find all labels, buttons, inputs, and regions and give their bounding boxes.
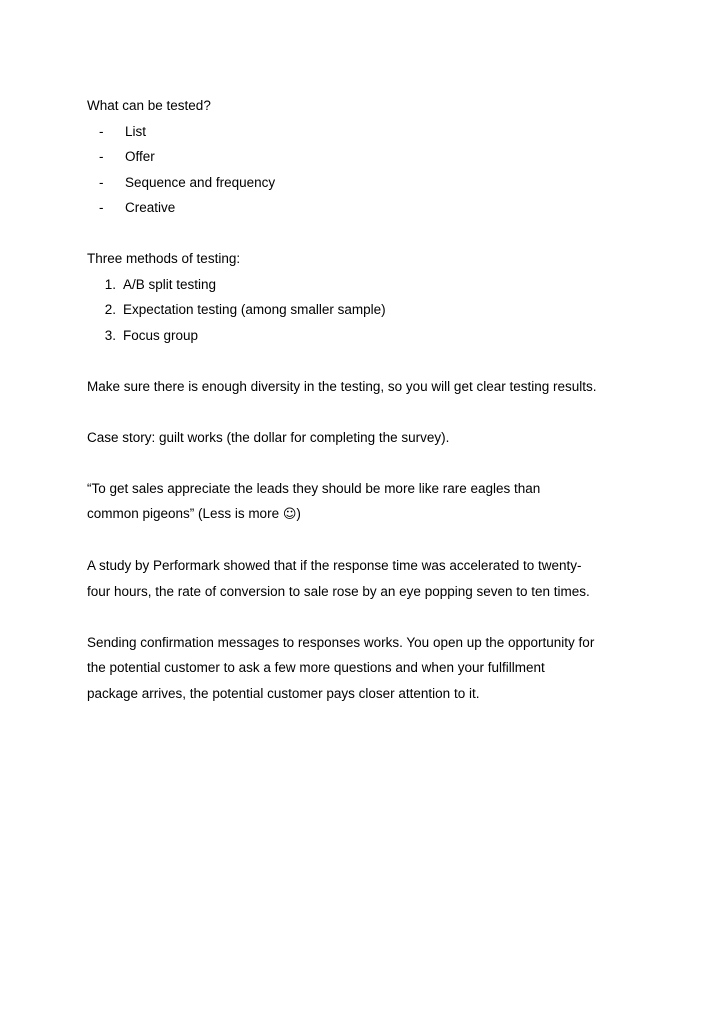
blank-line [87, 604, 657, 630]
list-item [87, 170, 657, 196]
list-item [87, 144, 657, 170]
blank-line [87, 450, 657, 476]
study-line-1: A study by Performark showed that if the response time was accelerated to twenty- [87, 558, 582, 573]
bullet-dash: - [99, 174, 104, 190]
list-item [87, 297, 657, 323]
document-body [87, 93, 657, 706]
list-item [87, 195, 657, 221]
quote-closing: ) [296, 506, 301, 521]
list-item-text: Sequence and frequency [125, 174, 276, 190]
blank-line [87, 528, 657, 554]
quote-text: common pigeons” (Less is more [87, 506, 283, 521]
study-line-2: four hours, the rate of conversion to sale rose by an eye popping seven to ten times. [87, 583, 590, 599]
diversity-paragraph: Make sure there is enough diversity in the testing, so you will get clear testing results. [87, 378, 597, 394]
list-item-text: Focus group [123, 327, 199, 343]
confirmation-line-3: package arrives, the potential customer pays closer attention to it. [87, 685, 480, 701]
list-item-text: Creative [125, 200, 176, 215]
list-number: 1. [104, 276, 116, 292]
bullet-dash: - [99, 149, 104, 164]
methods-list [87, 272, 657, 349]
quote-line-1: “To get sales appreciate the leads they should be more like rare eagles than [87, 480, 541, 496]
list-item-text: Expectation testing (among smaller sample) [123, 302, 386, 317]
smiley-icon: ☺ [282, 507, 297, 522]
bullet-dash: - [99, 200, 104, 215]
case-story-paragraph: Case story: guilt works (the dollar for completing the survey). [87, 429, 450, 445]
list-item-text: A/B split testing [123, 276, 217, 292]
methods-heading: Three methods of testing: [87, 251, 241, 266]
tested-heading: What can be tested? [87, 98, 211, 113]
list-item-text: List [125, 123, 147, 139]
bullet-dash: - [99, 123, 104, 139]
list-number: 2. [104, 302, 116, 317]
list-item-text: Offer [125, 149, 155, 164]
blank-line [87, 221, 657, 247]
confirmation-line-2: the potential customer to ask a few more questions and when your fulfillment [87, 660, 545, 675]
confirmation-line-1: Sending confirmation messages to responses works. You open up the opportunity for [87, 634, 595, 650]
blank-line [87, 399, 657, 425]
list-number: 3. [104, 327, 116, 343]
list-item [87, 272, 657, 298]
list-item [87, 119, 657, 145]
quote-line-2 [87, 501, 657, 528]
blank-line [87, 348, 657, 374]
list-item [87, 323, 657, 349]
tested-list [87, 119, 657, 221]
